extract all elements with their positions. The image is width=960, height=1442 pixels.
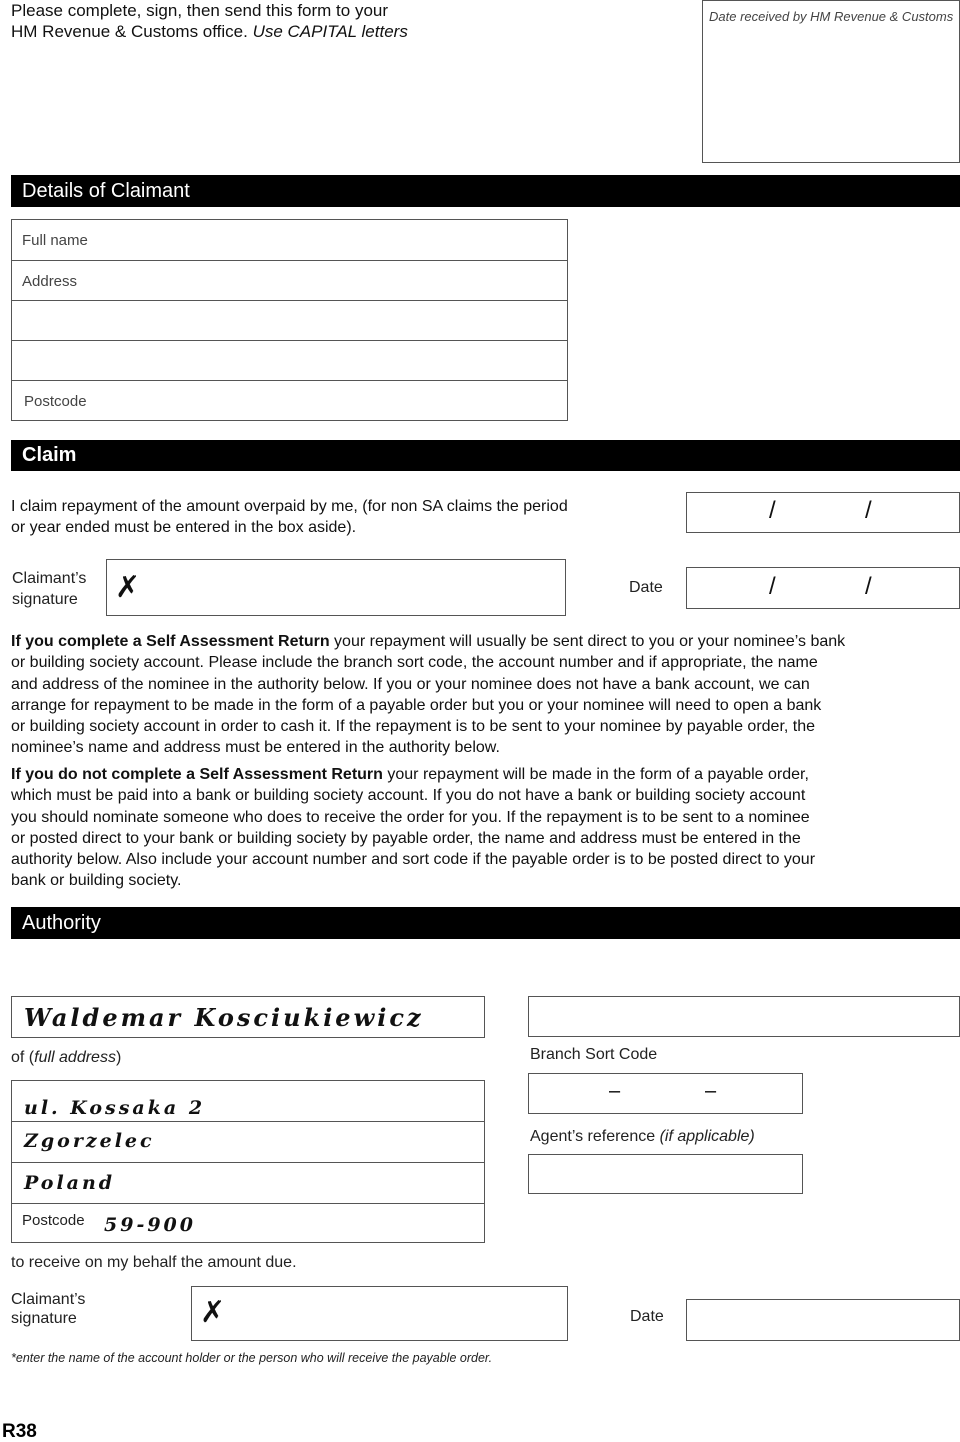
nominee-address-line-2[interactable] (11, 1121, 485, 1163)
branch-sort-code-field[interactable] (528, 1073, 803, 1114)
address-line-3-value: Poland (24, 1172, 116, 1194)
nominee-name-field[interactable] (11, 996, 485, 1038)
sa-bold-lead: If you complete a Self Assessment Return (11, 633, 330, 650)
date-separator: / (865, 573, 872, 600)
date-separator: / (769, 573, 776, 600)
instruction-line-1: Please complete, sign, then send this form to your (11, 1, 389, 20)
period-ended-date-field[interactable] (686, 492, 960, 533)
date-received-box[interactable] (702, 0, 960, 163)
nominee-address-line-1[interactable] (11, 1080, 485, 1122)
account-number-field[interactable] (528, 996, 960, 1037)
full-address-label: of (full address) (11, 1049, 122, 1066)
date-separator: / (865, 497, 872, 524)
authority-date-field[interactable] (686, 1299, 960, 1341)
sign-here-cross-icon: ✗ (115, 570, 141, 605)
branch-sort-code-label: Branch Sort Code (530, 1046, 658, 1063)
self-assessment-info: If you complete a Self Assessment Return your repayment will usually be sent direct to you or your nominee’s bank or building society account. Please include the branch sort code, the account number and if appropriate, the name and address of the nominee in the authority below. If you or your nominee does not have a bank account, we can arrange for repayment to be made in the form of a payable order but you or your nominee will need to open a bank or building society account in order to cash it. If the repayment is to be sent to your nominee by payable order, the nominee’s name and address must be entered in the authority below. (11, 633, 846, 757)
nominee-name-value: Waldemar Kosciukiewicz (24, 1003, 424, 1032)
full-name-field[interactable] (11, 219, 568, 261)
form-instructions (11, 0, 481, 42)
claim-header: Claim (11, 440, 960, 471)
authority-signature-label: Claimant’s signature (11, 1291, 86, 1327)
address-line-2-value: Zgorzelec (24, 1130, 155, 1152)
nominee-postcode-value: 59-900 (104, 1214, 196, 1236)
receive-on-behalf-text: to receive on my behalf the amount due. (11, 1254, 297, 1271)
address-field-line-1[interactable] (11, 260, 568, 301)
footnote: *enter the name of the account holder or the person who will receive the payable order. (11, 1351, 493, 1365)
details-of-claimant-header: Details of Claimant (11, 175, 960, 207)
capital-letters-note: Use CAPITAL letters (252, 22, 408, 41)
sort-code-separator: – (705, 1080, 717, 1102)
instruction-line-2: HM Revenue & Customs office. Use CAPITAL letters (11, 22, 408, 41)
claim-date-label: Date (629, 579, 663, 596)
non-sa-bold-lead: If you do not complete a Self Assessment Return (11, 766, 383, 783)
nominee-postcode-label: Postcode (22, 1212, 85, 1229)
address-field-line-3[interactable] (11, 340, 568, 381)
claim-statement: I claim repayment of the amount overpaid by me, (for non SA claims the period or year ended must be entered in the box aside). (11, 498, 568, 537)
nominee-address-line-3[interactable] (11, 1162, 485, 1204)
authority-date-label: Date (630, 1308, 664, 1325)
claim-date-field[interactable] (686, 567, 960, 609)
sort-code-separator: – (609, 1080, 621, 1102)
claimant-signature-field[interactable] (106, 559, 566, 616)
postcode-label: Postcode (24, 393, 87, 410)
address-field-line-2[interactable] (11, 300, 568, 341)
form-code: R38 (2, 1421, 37, 1442)
claimant-signature-label: Claimant’s signature (12, 570, 87, 608)
agent-reference-label: Agent’s reference (if applicable) (530, 1128, 755, 1145)
authority-signature-field[interactable] (191, 1286, 568, 1341)
date-separator: / (769, 497, 776, 524)
nominee-postcode-field[interactable] (11, 1203, 485, 1243)
address-label: Address (22, 273, 78, 290)
authority-header: Authority (11, 907, 960, 939)
non-self-assessment-info: If you do not complete a Self Assessment Return your repayment will be made in the form of a payable order, which must be paid into a bank or building society account. If you do not have a bank or building society account you should nominate someone who does to receive the order for you. If the repayment is to be sent to a nominee or posted direct to your bank or building society by payable order, the name and address must be entered in the authority below. Also include your account number and sort code if the payable order is to be posted direct to your bank or building society. (11, 766, 816, 890)
full-name-label: Full name (22, 232, 88, 249)
agent-reference-field[interactable] (528, 1154, 803, 1194)
sign-here-cross-icon: ✗ (200, 1295, 226, 1330)
date-received-label: Date received by HM Revenue & Customs (709, 9, 954, 24)
address-line-1-value: ul. Kossaka 2 (24, 1097, 206, 1119)
postcode-field[interactable] (11, 380, 568, 421)
